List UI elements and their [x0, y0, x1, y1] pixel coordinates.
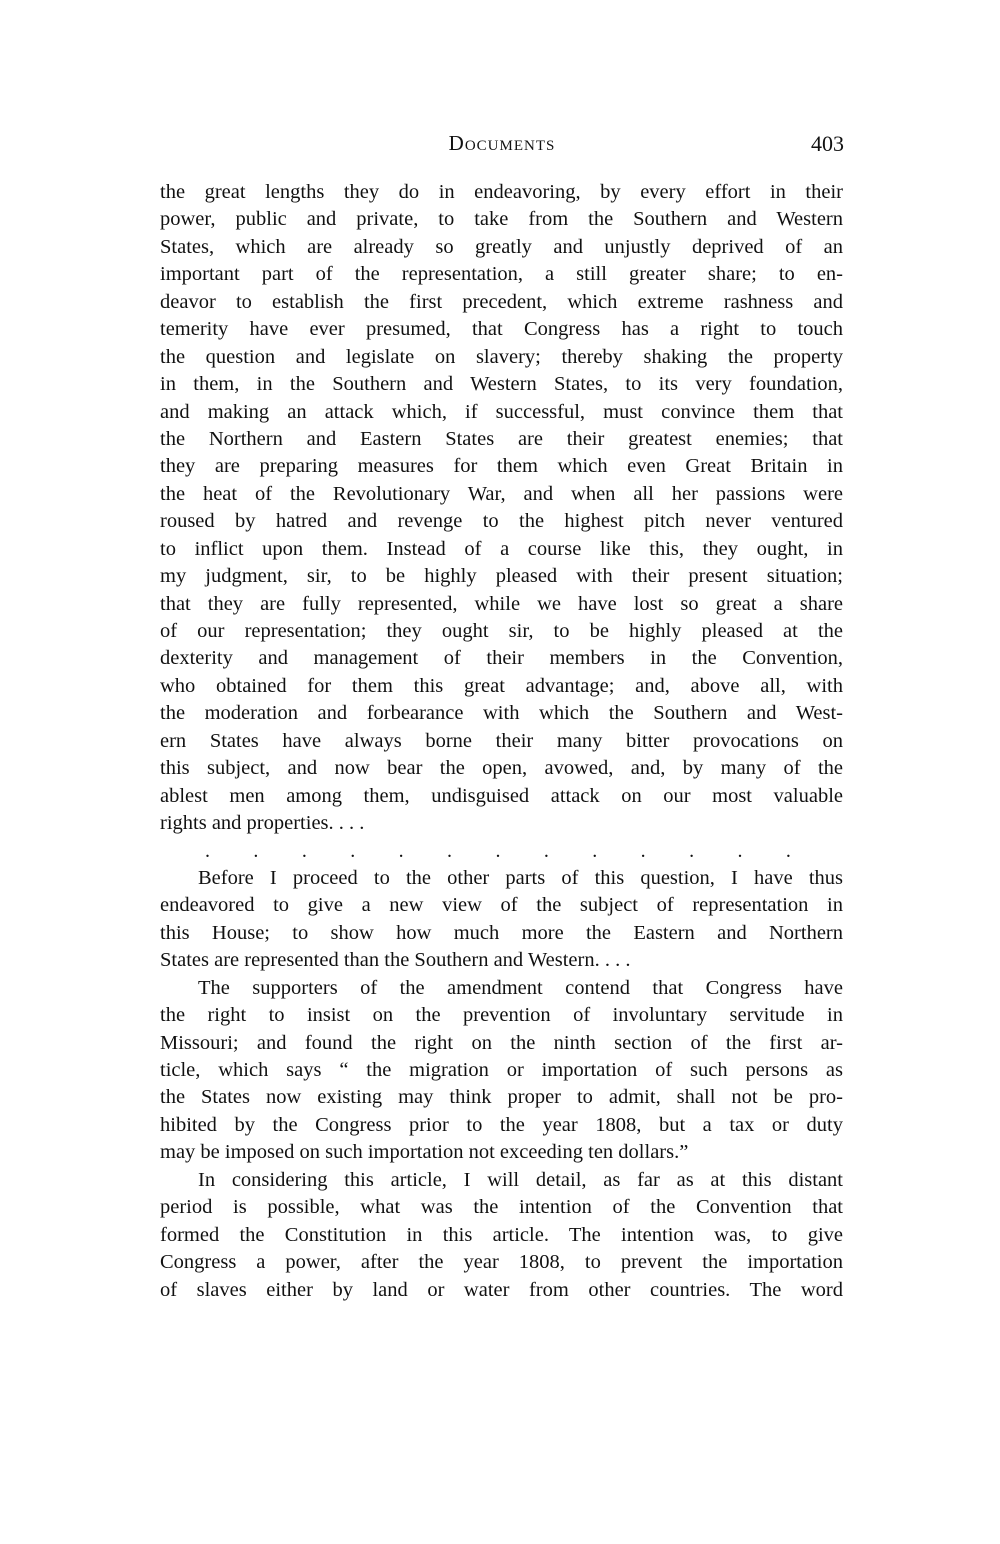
text-line: period is possible, what was the intention of the Convention that — [160, 1196, 843, 1219]
text-line: dexterity and management of their members in the Convention, — [160, 647, 843, 670]
text-line: Missouri; and found the right on the ninth section of the first ar- — [160, 1031, 843, 1054]
ellipsis-dot: . — [640, 839, 646, 862]
running-title: Documents — [448, 131, 556, 155]
paragraph — [160, 975, 843, 1167]
text-line: The supporters of the amendment contend that Congress have — [198, 976, 843, 999]
text-line: rights and properties. . . . — [160, 812, 365, 835]
text-line: the question and legislate on slavery; thereby shaking the property — [160, 345, 843, 368]
text-line: ern States have always borne their many bitter provocations on — [160, 729, 843, 752]
text-line: ablest men among them, undisguised attack on our most valuable — [160, 784, 843, 807]
ellipsis-dot: . — [350, 839, 356, 862]
document-body — [160, 179, 843, 1304]
page-number: 403 — [811, 131, 844, 156]
text-line: they are preparing measures for them which even Great Britain in — [160, 455, 843, 478]
text-line: Congress a power, after the year 1808, to prevent the importation — [160, 1251, 843, 1274]
text-line: that they are fully represented, while we have lost so great a share — [160, 592, 843, 615]
text-line: the Northern and Eastern States are their greatest enemies; that — [160, 427, 843, 450]
ellipsis-dot: . — [205, 839, 210, 862]
text-line: temerity have ever presumed, that Congress has a right to touch — [160, 318, 843, 341]
ellipsis-dot: . — [447, 839, 453, 862]
paragraph — [160, 865, 843, 975]
text-line: ticle, which says “ the migration or importation of such persons as — [160, 1059, 843, 1081]
text-line: endeavored to give a new view of the subject of representation in — [160, 894, 843, 917]
ellipsis-dot: . — [495, 839, 501, 862]
ellipsis-dot: . — [398, 839, 404, 862]
page-header — [160, 131, 844, 161]
paragraph — [160, 179, 843, 838]
text-line: the moderation and forbearance with which the Southern and West- — [160, 702, 843, 725]
text-line: important part of the representation, a still greater share; to en- — [160, 263, 843, 286]
text-line: my judgment, sir, to be highly pleased with their present situation; — [160, 565, 843, 588]
text-line: deavor to establish the first precedent, which extreme rashness and — [160, 290, 843, 313]
text-line: formed the Constitution in this article. The intention was, to give — [160, 1223, 843, 1246]
text-line: the States now existing may think proper to admit, shall not be pro- — [160, 1086, 843, 1109]
text-line: who obtained for them this great advantage; and, above all, with — [160, 674, 843, 697]
text-line: of our representation; they ought sir, to be highly pleased at the — [160, 620, 843, 642]
text-line: Before I proceed to the other parts of this question, I have thus — [198, 866, 843, 889]
text-line: In considering this article, I will detail, as far as at this distant — [198, 1168, 843, 1191]
ellipsis-separator — [160, 838, 843, 865]
text-line: power, public and private, to take from the Southern and Western — [160, 208, 843, 231]
ellipsis-dot: . — [785, 839, 791, 862]
text-line: in them, in the Southern and Western States, to its very foundation, — [160, 373, 843, 396]
text-line: to inflict upon them. Instead of a course like this, they ought, in — [160, 537, 843, 560]
text-line: and making an attack which, if successful, must convince them that — [160, 400, 843, 423]
text-line: of slaves either by land or water from other countries. The word — [160, 1278, 843, 1301]
text-line: the heat of the Revolutionary War, and when all her passions were — [160, 482, 843, 505]
paragraph — [160, 1167, 843, 1304]
text-line: the right to insist on the prevention of involuntary servitude in — [160, 1004, 843, 1027]
text-line: may be imposed on such importation not exceeding ten dollars.” — [160, 1141, 689, 1164]
text-line: roused by hatred and revenge to the highest pitch never ventured — [160, 510, 843, 533]
ellipsis-dot: . — [253, 839, 259, 862]
text-line: this subject, and now bear the open, avowed, and, by many of the — [160, 757, 843, 780]
ellipsis-dot: . — [689, 839, 695, 862]
ellipsis-dot: . — [737, 839, 743, 862]
text-line: States, which are already so greatly and unjustly deprived of an — [160, 235, 843, 258]
ellipsis-dot: . — [301, 839, 307, 862]
text-line: this House; to show how much more the Eastern and Northern — [160, 921, 843, 944]
text-line: the great lengths they do in endeavoring, by every effort in their — [160, 181, 843, 203]
text-line: hibited by the Congress prior to the year 1808, but a tax or duty — [160, 1113, 843, 1136]
ellipsis-dot: . — [592, 839, 598, 862]
ellipsis-dot: . — [543, 839, 549, 862]
text-line: States are represented than the Southern and Western. . . . — [160, 949, 631, 972]
